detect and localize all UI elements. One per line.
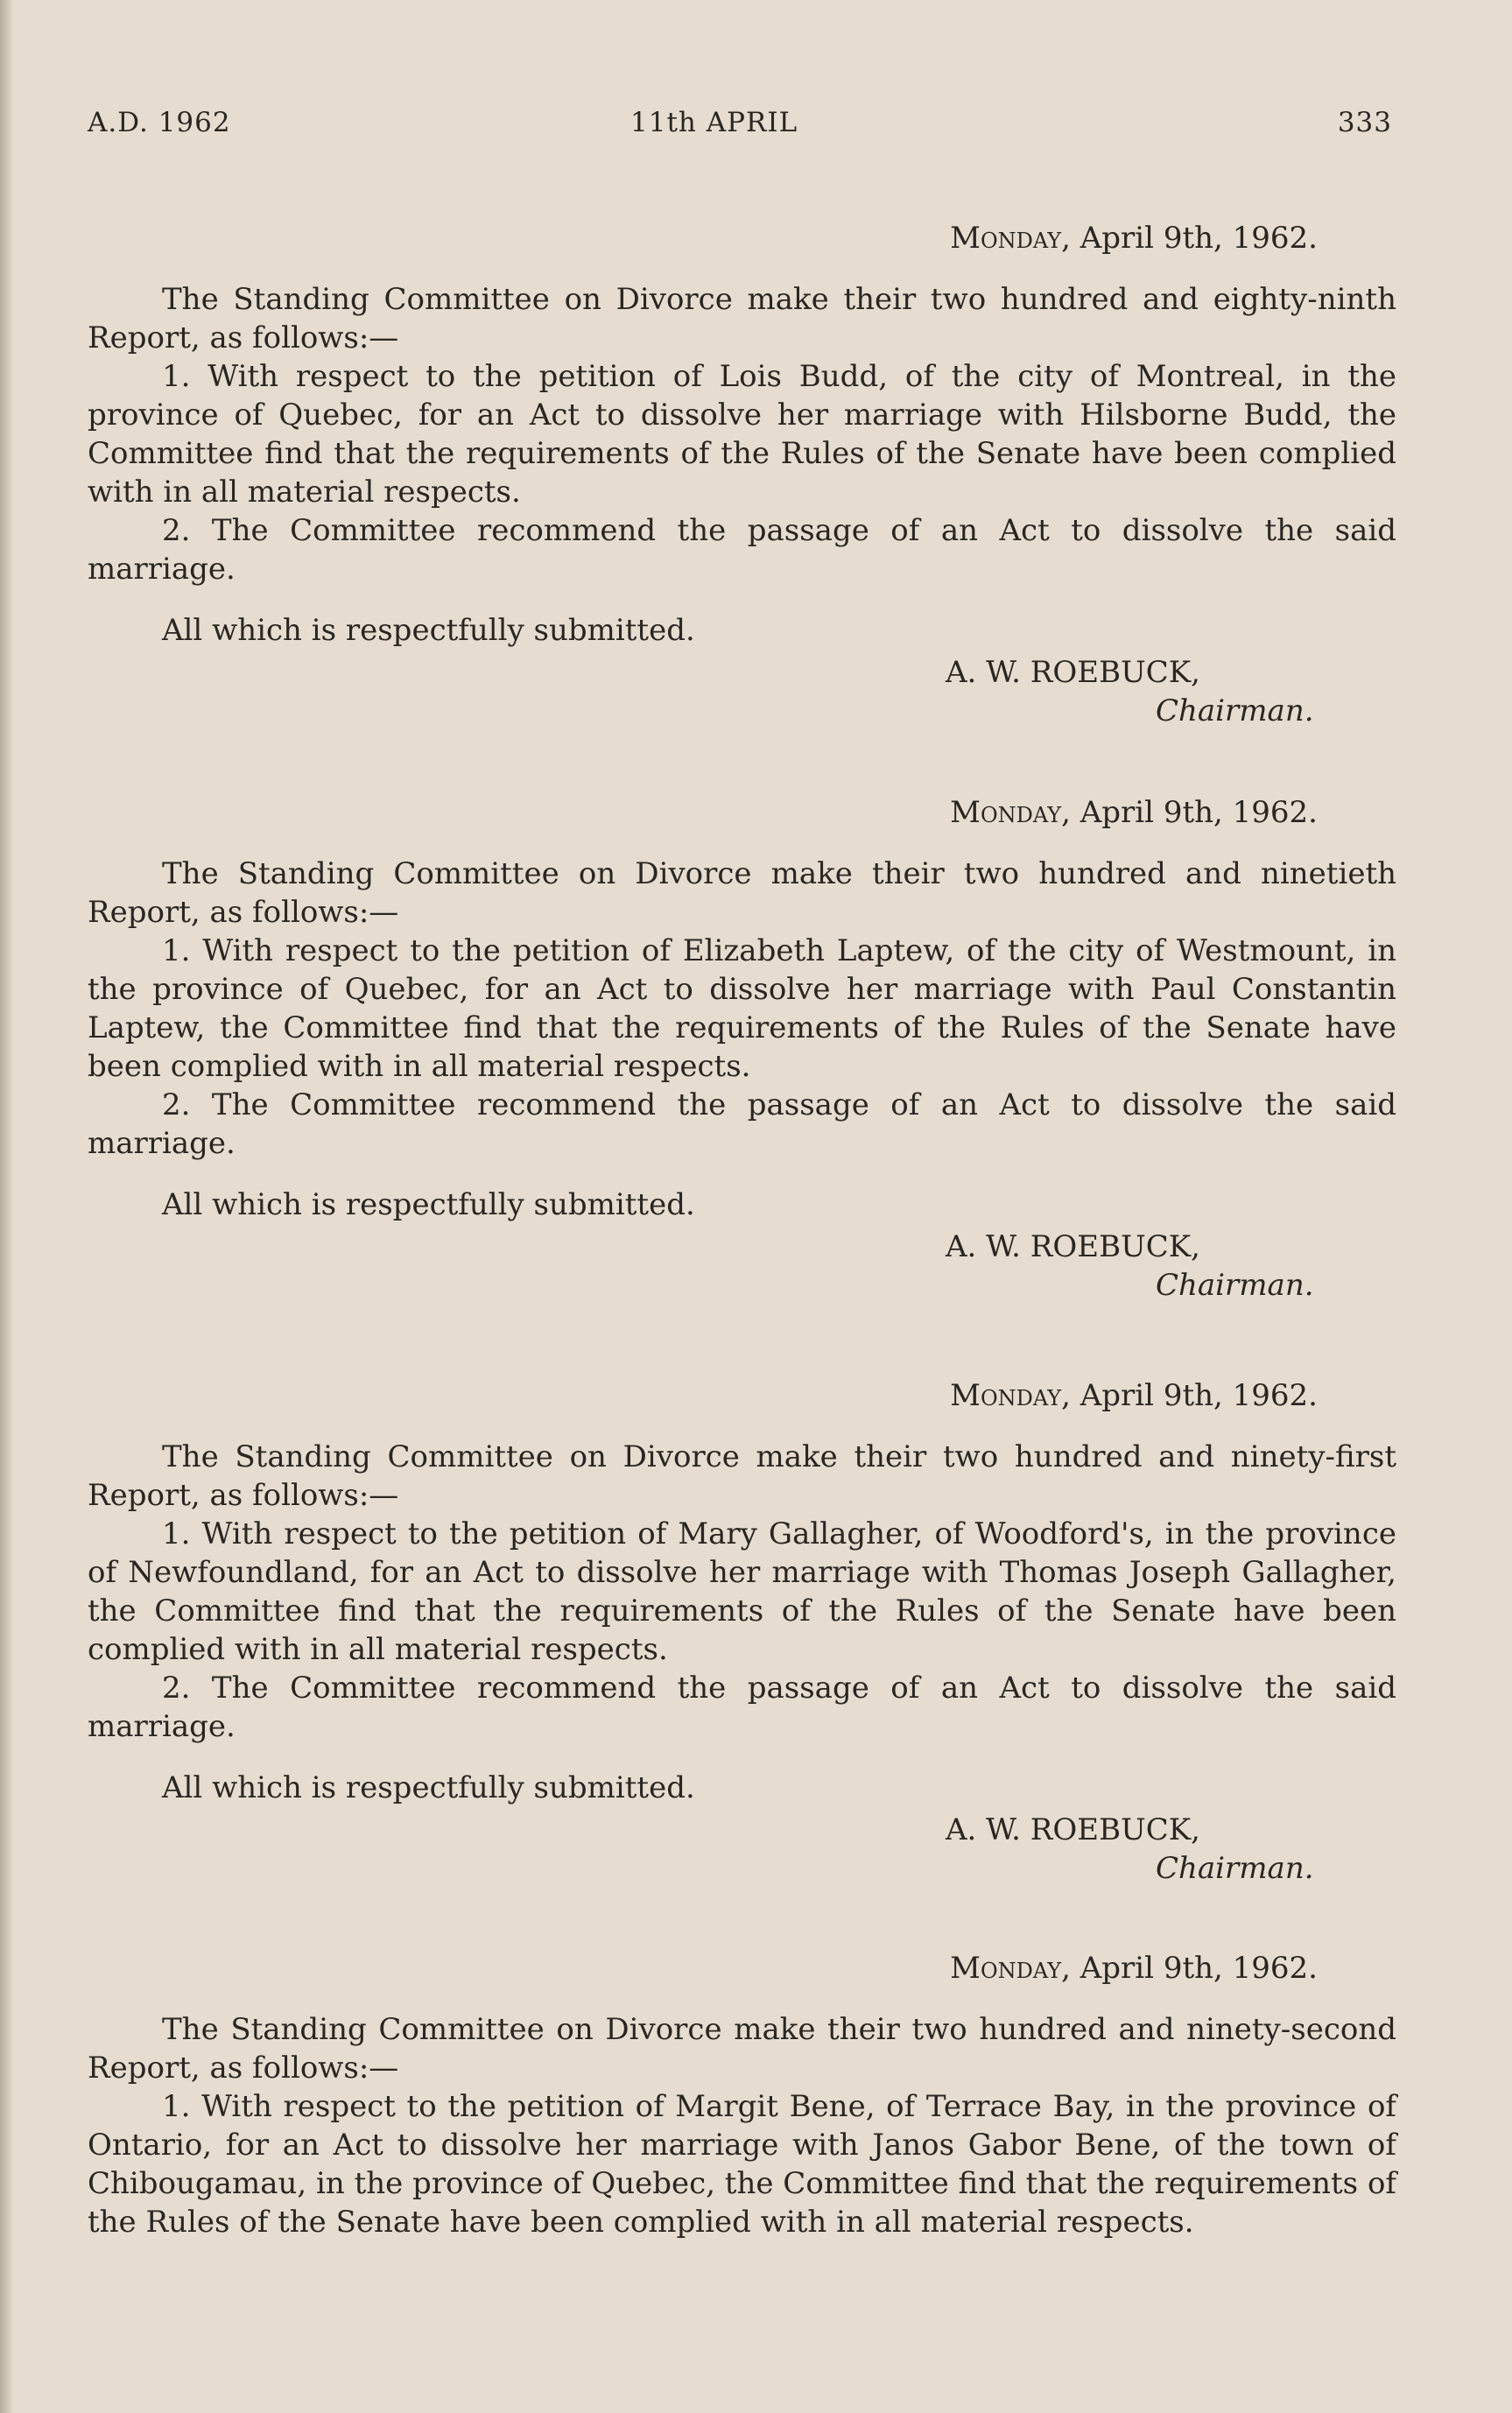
report-weekday: Monday [950,221,1062,256]
report-signer: A. W. ROEBUCK, [946,1229,1200,1264]
report-submitted: All which is respectfully submitted. [162,1770,695,1805]
report-date-rest: , April 9th, 1962. [1061,1951,1318,1986]
report-paragraph-2: 2. The Committee recommend the passage of an Act to dissolve the said marriage. [88,513,1396,587]
committee-report [88,1949,1396,2241]
report-intro: The Standing Committee on Divorce make their two hundred and ninetieth Report, as follows:— [88,856,1396,930]
report-signer-role: Chairman. [1156,693,1314,728]
report-date-rest: , April 9th, 1962. [1061,221,1318,256]
report-date-rest: , April 9th, 1962. [1061,795,1318,830]
report-weekday: Monday [950,1951,1062,1986]
report-weekday: Monday [950,795,1062,830]
report-paragraph-1: 1. With respect to the petition of Elizabeth Laptew, of the city of Westmount, in the province of Quebec, for an Act to dissolve her marriage with Paul Constantin Laptew, the Committee find that the requirements of the Rules of the Senate have been complied with in all material respects. [88,933,1396,1084]
report-date-rest: , April 9th, 1962. [1061,1378,1318,1413]
report-date [88,1949,1318,1987]
header-month: APRIL [706,107,798,138]
header-year: A.D. 1962 [88,107,231,138]
committee-report [88,793,1396,1305]
header-day-number: 11th [630,107,697,138]
report-signer: A. W. ROEBUCK, [946,1812,1200,1847]
report-paragraph-2: 2. The Committee recommend the passage of an Act to dissolve the said marriage. [88,1087,1396,1161]
report-date [88,1376,1318,1415]
report-intro: The Standing Committee on Divorce make their two hundred and ninety-first Report, as follows:— [88,1439,1396,1513]
header-date [630,107,798,138]
report-weekday: Monday [950,1378,1062,1413]
report-signer-role: Chairman. [1156,1851,1314,1886]
report-submitted: All which is respectfully submitted. [162,1187,695,1222]
report-paragraph-2: 2. The Committee recommend the passage of an Act to dissolve the said marriage. [88,1671,1396,1744]
report-paragraph-1: 1. With respect to the petition of Mary Gallagher, of Woodford's, in the province of Newfoundland, for an Act to dissolve her marriage with Thomas Joseph Gallagher, the Committee find that the requirements of the Rules of the Senate have been complied with in all material respects. [88,1516,1396,1667]
report-signer-role: Chairman. [1156,1268,1314,1303]
report-paragraph-1: 1. With respect to the petition of Margit Bene, of Terrace Bay, in the province of Ontario, for an Act to dissolve her marriage with Janos Gabor Bene, of the town of Chibougamau, in the province of Quebec, the Committee find that the requirements of the Rules of the Senate have been complied with in all material respects. [88,2089,1396,2240]
report-submitted: All which is respectfully submitted. [162,613,695,648]
report-signer: A. W. ROEBUCK, [946,655,1200,690]
page-number: 333 [1337,107,1392,138]
committee-report [88,1376,1396,1888]
report-intro: The Standing Committee on Divorce make their two hundred and ninety-second Report, as follows:— [88,2012,1396,2086]
report-date [88,793,1318,832]
report-paragraph-1: 1. With respect to the petition of Lois Budd, of the city of Montreal, in the province of Quebec, for an Act to dissolve her marriage with Hilsborne Budd, the Committee find that the requirements of the Rules of the Senate have been complied with in all material respects. [88,359,1396,510]
report-intro: The Standing Committee on Divorce make their two hundred and eighty-ninth Report, as follows:— [88,282,1396,355]
committee-report [88,219,1396,730]
report-date [88,219,1318,257]
